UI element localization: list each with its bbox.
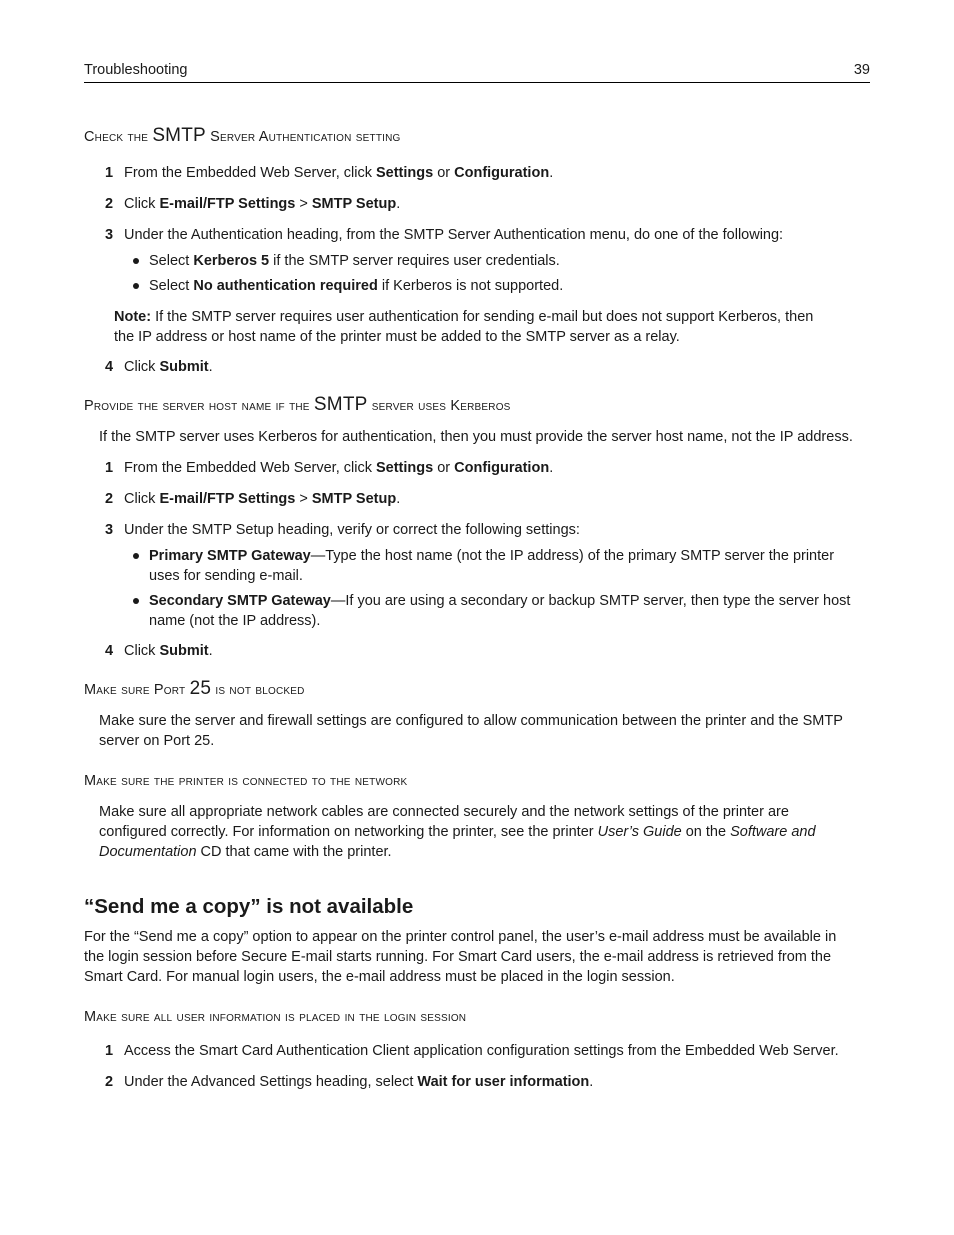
page-number: 39: [853, 62, 870, 78]
step-4: 4 Click Submit.: [105, 359, 213, 375]
heading-user-info-login: Make sure all user information is placed in the login session: [84, 1009, 467, 1025]
page-content: [84, 126, 874, 1092]
paragraph: Make sure the server and firewall settings are configured to allow communication between the printer and the SMTP server on Port 25.: [99, 713, 843, 749]
paragraph: For the “Send me a copy” option to appear on the printer control panel, the user’s e-mail address must be available in the login session before Secure E-mail starts running. For Smart Card users, the e-mail address is retrieved from the Smart Card. For manual login users, the e-mail address must be placed in the login session.: [84, 929, 837, 985]
heading-printer-network: Make sure the printer is connected to the network: [84, 773, 408, 789]
heading-provide-host-name: Provide the server host name if the SMTP server uses Kerberos: [84, 394, 511, 415]
page-header: [84, 60, 870, 83]
list-item: Select No authentication required if Kerberos is not supported.: [84, 276, 874, 296]
step-2: 2 Under the Advanced Settings heading, select Wait for user information.: [105, 1074, 594, 1090]
step-4: 4 Click Submit.: [105, 643, 213, 659]
header-section-title: Troubleshooting: [84, 62, 188, 78]
list-item: Secondary SMTP Gateway—If you are using a secondary or backup SMTP server, then type the server host name (not the IP address).: [84, 591, 874, 631]
step-2: 2 Click E-mail/FTP Settings > SMTP Setup.: [105, 196, 401, 212]
step-1: 1 From the Embedded Web Server, click Settings or Configuration.: [105, 165, 554, 181]
bullet-icon: [133, 283, 139, 289]
step-3: 3 Under the SMTP Setup heading, verify or correct the following settings:: [105, 522, 580, 538]
heading-send-me-a-copy: “Send me a copy” is not available: [84, 895, 414, 918]
step-1: 1 From the Embedded Web Server, click Settings or Configuration.: [105, 460, 554, 476]
bullet-icon: [133, 598, 139, 604]
step-3: 3 Under the Authentication heading, from the SMTP Server Authentication menu, do one of the following:: [105, 227, 784, 243]
heading-check-smtp-auth: Check the SMTP Server Authentication setting: [84, 125, 401, 146]
bullet-icon: [133, 258, 139, 264]
bullet-icon: [133, 553, 139, 559]
paragraph: Make sure all appropriate network cables are connected securely and the network settings of the printer are configured correctly. For information on networking the printer, see the printer User’s Guide on the Software and Documentation CD that came with the printer.: [99, 804, 816, 860]
list-item: Primary SMTP Gateway—Type the host name (not the IP address) of the primary SMTP server the printer uses for sending e-mail.: [84, 546, 874, 586]
step-2: 2 Click E-mail/FTP Settings > SMTP Setup.: [105, 491, 401, 507]
list-item: Select Kerberos 5 if the SMTP server requires user credentials.: [84, 251, 874, 271]
intro-paragraph: If the SMTP server uses Kerberos for authentication, then you must provide the server host name, not the IP address.: [99, 429, 853, 445]
step-1: 1 Access the Smart Card Authentication Client application configuration settings from the Embedded Web Server.: [105, 1043, 839, 1059]
heading-port-25: Make sure Port 25 is not blocked: [84, 678, 305, 699]
note: Note: If the SMTP server requires user authentication for sending e-mail but does not support Kerberos, then the IP address or host name of the printer must be added to the SMTP server as a relay.: [114, 309, 814, 345]
